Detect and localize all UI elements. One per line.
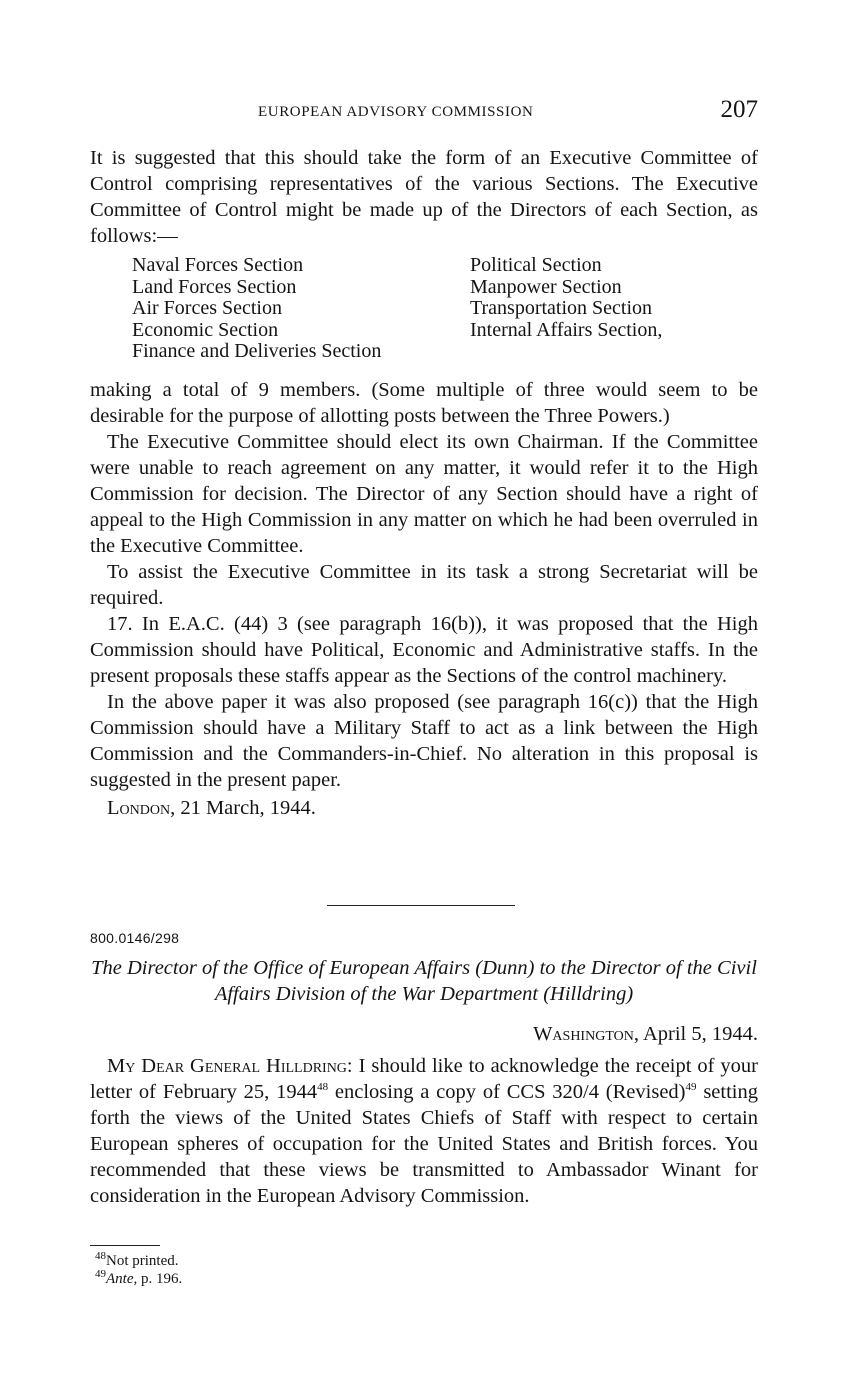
dateline-date: , April 5, 1944. xyxy=(633,1023,758,1045)
letter-text: : I should like to acknowledge the receipt of your letter of February 25, 1944 xyxy=(90,1055,758,1103)
paragraph-17: 17. In E.A.C. (44) 3 (see paragraph 16(b)), it was proposed that the High Commission should have Political, Economic and Administrative staffs. In the present proposals these staffs appear as the Sections of the control machinery. xyxy=(90,613,758,687)
list-item: Political Section xyxy=(470,254,602,276)
list-item: Air Forces Section xyxy=(132,297,282,319)
list-item: Finance and Deliveries Section xyxy=(132,340,382,362)
section-divider xyxy=(327,905,515,906)
list-item: Transportation Section xyxy=(470,297,653,319)
footnote-number: 49 xyxy=(95,1268,106,1280)
section-list xyxy=(90,255,758,363)
footnote xyxy=(95,1270,182,1288)
list-item: Internal Affairs Section, xyxy=(470,318,663,341)
letter-body xyxy=(90,1053,758,1209)
footnote-divider xyxy=(90,1245,160,1246)
signoff xyxy=(90,795,758,821)
chairman-paragraph: The Executive Committee should elect its own Chairman. If the Committee were unable to reach agreement on any matter, it would refer it to the High Commission for decision. The Director of any Section should have a right of appeal to the High Commission in any matter on which he had been overruled in the Executive Committee. xyxy=(90,431,758,557)
letter-text: enclosing a copy of CCS 320/4 (Revised) xyxy=(328,1081,686,1103)
footnote-ref: 49 xyxy=(685,1081,697,1094)
footnote-number: 48 xyxy=(95,1250,106,1262)
footnotes xyxy=(95,1252,182,1288)
secretariat-paragraph: To assist the Executive Committee in its task a strong Secretariat will be required. xyxy=(90,561,758,609)
footnote xyxy=(95,1252,182,1270)
letter-text: setting forth the views of the United States Chiefs of Staff with respect to certain European spheres of occupation for the United States and British forces. You recommended that these views be transmitted to Ambassador Winant for consideration in the European Advisory Commission. xyxy=(90,1081,758,1207)
section-list-right xyxy=(470,255,662,341)
footnote-text-italic: Ante, xyxy=(106,1271,138,1287)
dateline-place: Washington xyxy=(533,1023,634,1045)
footnote-text: Not printed. xyxy=(106,1253,179,1269)
intro-paragraph: It is suggested that this should take the form of an Executive Committee of Control comprising representatives of the various Sections. The Executive Committee of Control might be made up of the Directors of each Section, as follows:— xyxy=(90,147,758,247)
running-title: EUROPEAN ADVISORY COMMISSION xyxy=(258,104,534,120)
file-number: 800.0146/298 xyxy=(90,930,180,946)
page-number: 207 xyxy=(720,96,758,123)
section-body xyxy=(90,145,758,821)
document-title: The Director of the Office of European Affairs (Dunn) to the Director of the Civil Affairs Division of the War Department (Hilldring) xyxy=(91,957,757,1005)
signoff-date: , 21 March, 1944. xyxy=(170,797,316,819)
page-header xyxy=(90,96,758,130)
footnote-text: p. 196. xyxy=(137,1271,183,1287)
total-paragraph: making a total of 9 members. (Some multiple of three would seem to be desirable for the purpose of allotting posts between the Three Powers.) xyxy=(90,379,758,427)
section-list-left xyxy=(132,255,381,363)
letter-paragraph xyxy=(90,1053,758,1209)
signoff-place: London xyxy=(107,797,171,819)
salutation: My Dear General Hilldring xyxy=(107,1055,347,1077)
list-item: Manpower Section xyxy=(470,275,622,298)
dateline xyxy=(533,1023,758,1046)
list-item: Economic Section xyxy=(132,318,279,341)
footnote-ref: 48 xyxy=(317,1081,329,1094)
military-staff-paragraph: In the above paper it was also proposed (see paragraph 16(c)) that the High Commission should have a Military Staff to act as a link between the High Commission and the Commanders-in-Chief. No alteration in this proposal is suggested in the present paper. xyxy=(90,691,758,791)
list-item: Land Forces Section xyxy=(132,275,297,298)
list-item: Naval Forces Section xyxy=(132,254,304,276)
